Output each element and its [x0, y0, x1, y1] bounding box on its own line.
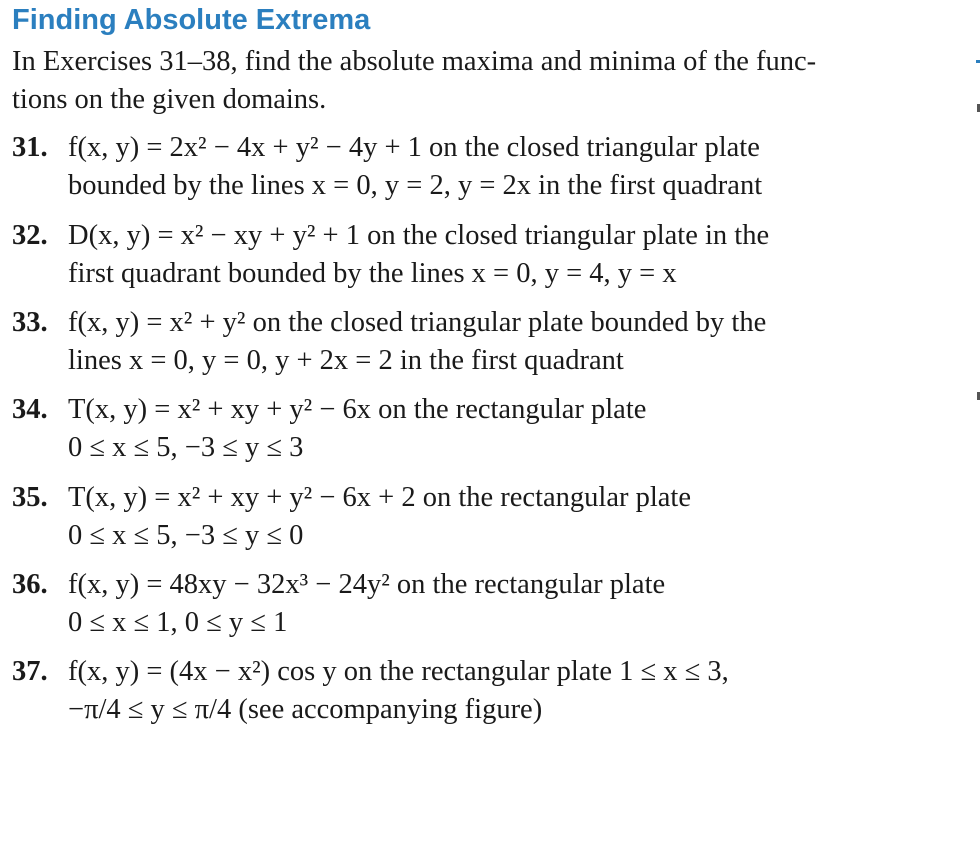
exercise-text: −π/4 ≤ y ≤ π/4 (see accompanying figure): [68, 694, 543, 725]
exercise-text: D(x, y) = x² − xy + y² + 1 on the closed triangular plate in the: [68, 220, 770, 251]
intro-line-1: In Exercises 31–38, find the absolute maxima and minima of the func-: [12, 46, 817, 77]
exercise-text: f(x, y) = x² + y² on the closed triangular plate bounded by the: [68, 307, 767, 338]
section-title: Finding Absolute Extrema: [12, 4, 371, 36]
exercise-number: 37.: [12, 656, 48, 687]
exercise-text: 0 ≤ x ≤ 5, −3 ≤ y ≤ 0: [68, 520, 304, 551]
margin-artifact: [976, 60, 980, 63]
exercise-text: 0 ≤ x ≤ 1, 0 ≤ y ≤ 1: [68, 607, 288, 638]
exercise-number: 36.: [12, 569, 48, 600]
exercise-text: f(x, y) = 2x² − 4x + y² − 4y + 1 on the closed triangular plate: [68, 132, 760, 163]
exercise-text: 0 ≤ x ≤ 5, −3 ≤ y ≤ 3: [68, 432, 304, 463]
exercise-number: 31.: [12, 132, 48, 163]
exercise-number: 33.: [12, 307, 48, 338]
exercise-text: bounded by the lines x = 0, y = 2, y = 2x in the first quadrant: [68, 170, 763, 201]
exercise-text: T(x, y) = x² + xy + y² − 6x + 2 on the rectangular plate: [68, 482, 691, 513]
exercise-number: 35.: [12, 482, 48, 513]
intro-line-2: tions on the given domains.: [12, 84, 327, 115]
exercise-text: lines x = 0, y = 0, y + 2x = 2 in the first quadrant: [68, 345, 624, 376]
exercise-text: first quadrant bounded by the lines x = 0, y = 4, y = x: [68, 258, 677, 289]
exercise-text: T(x, y) = x² + xy + y² − 6x on the rectangular plate: [68, 394, 647, 425]
exercise-text: f(x, y) = (4x − x²) cos y on the rectangular plate 1 ≤ x ≤ 3,: [68, 656, 729, 687]
exercise-text: f(x, y) = 48xy − 32x³ − 24y² on the rectangular plate: [68, 569, 666, 600]
exercise-number: 32.: [12, 220, 48, 251]
exercise-number: 34.: [12, 394, 48, 425]
